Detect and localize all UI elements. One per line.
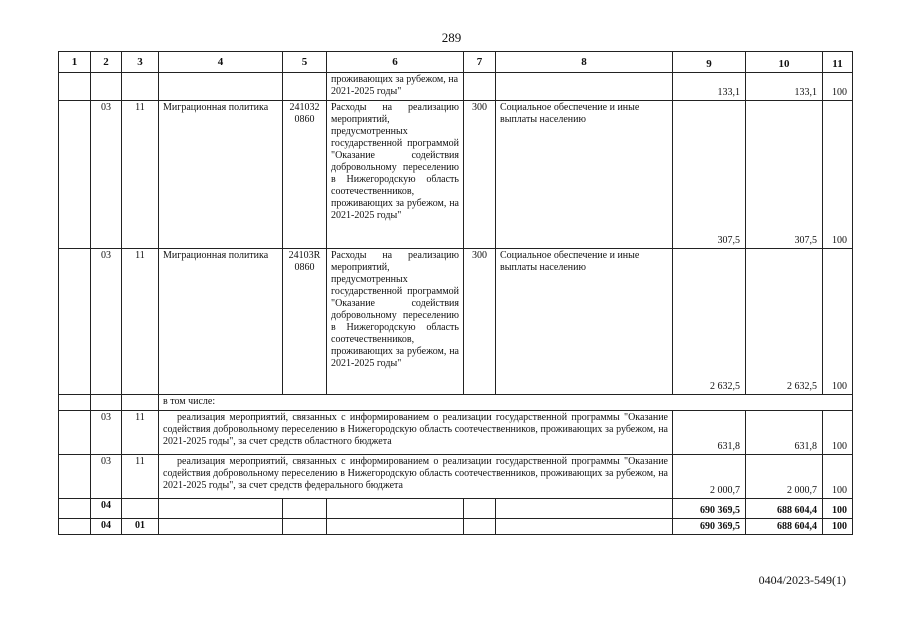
cell-expense-type — [464, 519, 496, 535]
cell-planned: 307,5 — [673, 101, 746, 249]
cell-percent: 100 — [823, 519, 853, 535]
header-cell: 1 — [59, 52, 91, 73]
cell-name: Миграционная политика — [159, 249, 283, 395]
cell-col1 — [59, 411, 91, 455]
cell-section: 03 — [91, 411, 122, 455]
cell-section: 04 — [91, 499, 122, 519]
cell-expense-name: Социальное обеспечение и иные выплаты населению — [496, 249, 673, 395]
cell-actual: 631,8 — [746, 411, 823, 455]
header-cell: 10 — [746, 52, 823, 73]
header-cell: 2 — [91, 52, 122, 73]
cell-planned: 2 632,5 — [673, 249, 746, 395]
cell-subsection: 11 — [122, 101, 159, 249]
cell-expense-type: 300 — [464, 249, 496, 395]
cell-subsection — [122, 395, 159, 411]
table-row-total — [59, 519, 853, 535]
table-row — [59, 249, 853, 395]
cell-subitem-description: реализация мероприятий, связанных с информированием о реализации государственной программы "Оказание содействия добровольному переселению в Нижегородскую область соотечественников, проживающих за рубежом, на 2021-2025 годы", за счет средств федерального бюджета — [159, 455, 673, 499]
header-cell: 5 — [283, 52, 327, 73]
table-header-row — [59, 52, 853, 73]
header-cell: 9 — [673, 52, 746, 73]
cell-subsection — [122, 73, 159, 101]
table-row — [59, 411, 853, 455]
cell-percent: 100 — [823, 455, 853, 499]
table-row — [59, 455, 853, 499]
cell-description: проживающих за рубежом, на 2021-2025 годы" — [327, 73, 464, 101]
cell-percent: 100 — [823, 411, 853, 455]
cell-section: 03 — [91, 249, 122, 395]
table-row — [59, 101, 853, 249]
cell-description: Расходы на реализацию мероприятий, предусмотренных государственной программой "Оказание содействия добровольному переселению в Нижегородскую область соотечественников, проживающих за рубежом, на 2021-2025 годы" — [327, 101, 464, 249]
header-cell: 3 — [122, 52, 159, 73]
cell-subsection: 11 — [122, 249, 159, 395]
cell-percent: 100 — [823, 499, 853, 519]
cell-expense-type: 300 — [464, 101, 496, 249]
cell-target-code: 241032 0860 — [283, 101, 327, 249]
cell-description — [327, 499, 464, 519]
cell-name: Миграционная политика — [159, 101, 283, 249]
cell-actual: 2 632,5 — [746, 249, 823, 395]
cell-target-code — [283, 499, 327, 519]
cell-name — [159, 519, 283, 535]
cell-expense-type — [464, 73, 496, 101]
table-row — [59, 395, 853, 411]
cell-planned: 631,8 — [673, 411, 746, 455]
cell-expense-name — [496, 73, 673, 101]
cell-col1 — [59, 249, 91, 395]
cell-col1 — [59, 73, 91, 101]
cell-percent: 100 — [823, 73, 853, 101]
cell-actual: 688 604,4 — [746, 519, 823, 535]
budget-table — [58, 51, 853, 535]
cell-target-code — [283, 519, 327, 535]
document-code: 0404/2023-549(1) — [758, 573, 846, 587]
cell-subsection: 11 — [122, 455, 159, 499]
cell-section: 03 — [91, 455, 122, 499]
cell-expense-name — [496, 499, 673, 519]
cell-section: 04 — [91, 519, 122, 535]
cell-subsection: 01 — [122, 519, 159, 535]
cell-subsection — [122, 499, 159, 519]
header-cell: 4 — [159, 52, 283, 73]
cell-description — [327, 519, 464, 535]
cell-col1 — [59, 101, 91, 249]
cell-planned: 690 369,5 — [673, 519, 746, 535]
cell-planned: 2 000,7 — [673, 455, 746, 499]
cell-actual: 2 000,7 — [746, 455, 823, 499]
cell-actual: 688 604,4 — [746, 499, 823, 519]
header-cell: 6 — [327, 52, 464, 73]
cell-expense-name: Социальное обеспечение и иные выплаты населению — [496, 101, 673, 249]
cell-percent: 100 — [823, 249, 853, 395]
cell-target-code: 24103R 0860 — [283, 249, 327, 395]
page-number: 289 — [441, 30, 462, 45]
cell-section — [91, 73, 122, 101]
cell-percent: 100 — [823, 101, 853, 249]
cell-description: Расходы на реализацию мероприятий, предусмотренных государственной программой "Оказание содействия добровольному переселению в Нижегородскую область соотечественников, проживающих за рубежом, на 2021-2025 годы" — [327, 249, 464, 395]
cell-subsection: 11 — [122, 411, 159, 455]
cell-including-label: в том числе: — [159, 395, 853, 411]
cell-subitem-description: реализация мероприятий, связанных с информированием о реализации государственной программы "Оказание содействия добровольному переселению в Нижегородскую область соотечественников, проживающих за рубежом, на 2021-2025 годы", за счет средств областного бюджета — [159, 411, 673, 455]
header-cell: 11 — [823, 52, 853, 73]
cell-section — [91, 395, 122, 411]
cell-actual: 133,1 — [746, 73, 823, 101]
cell-col1 — [59, 519, 91, 535]
cell-expense-name — [496, 519, 673, 535]
cell-name — [159, 73, 283, 101]
cell-planned: 133,1 — [673, 73, 746, 101]
cell-col1 — [59, 395, 91, 411]
cell-name — [159, 499, 283, 519]
cell-actual: 307,5 — [746, 101, 823, 249]
table-row-total — [59, 499, 853, 519]
table-row — [59, 73, 853, 101]
cell-section: 03 — [91, 101, 122, 249]
cell-planned: 690 369,5 — [673, 499, 746, 519]
cell-col1 — [59, 499, 91, 519]
cell-expense-type — [464, 499, 496, 519]
cell-col1 — [59, 455, 91, 499]
header-cell: 7 — [464, 52, 496, 73]
header-cell: 8 — [496, 52, 673, 73]
cell-target-code — [283, 73, 327, 101]
